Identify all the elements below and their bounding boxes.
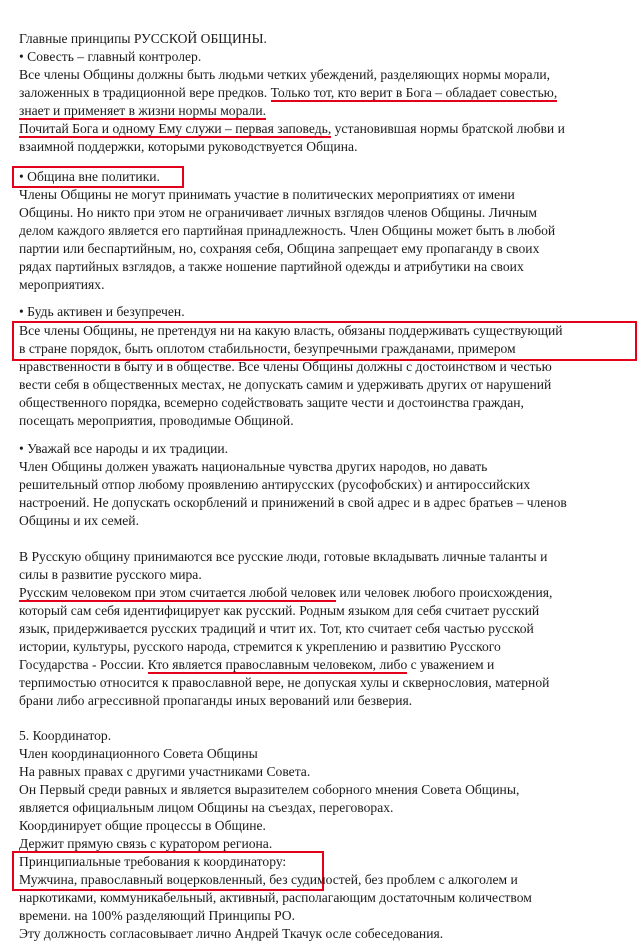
paragraph-line (19, 656, 494, 674)
paragraph-line: Член координационного Совета Общины (19, 746, 258, 761)
paragraph-line: В Русскую общину принимаются все русские люди, готовые вкладывать личные таланты и (19, 549, 548, 564)
paragraph-line: Общины. Но никто при этом не ограничивает личных взглядов членов Общины. Личным (19, 205, 538, 220)
text-run: или человек любого происхождения, (336, 585, 553, 600)
paragraph-line: силы в развитие русского мира. (19, 567, 202, 582)
paragraph-line: в стране порядок, быть оплотом стабильности, безупречными гражданами, примером (19, 341, 516, 356)
paragraph-line (19, 584, 552, 602)
highlighted-underline-text: Только тот, кто верит в Бога – обладает совестью, (270, 85, 558, 100)
paragraph-line: нравственности в быту и в обществе. Все члены Общины должны с достоинством и честью (19, 359, 552, 374)
paragraph-line: вести себя в общественных местах, не допускать самим и удерживать других от нарушений (19, 377, 552, 392)
paragraph-line: настроений. Не допускать оскорблений и принижений в свой адрес и в адрес братьев – членов (19, 495, 567, 510)
paragraph-line: Координирует общие процессы в Общине. (19, 818, 266, 833)
coordinator-heading: 5. Координатор. (19, 728, 112, 743)
principle-4-heading: • Уважай все народы и их традиции. (19, 441, 229, 456)
principle-2-heading: • Община вне политики. (19, 169, 160, 184)
paragraph-line: Члены Общины не могут принимать участие в политических мероприятиях от имени (19, 187, 515, 202)
paragraph-line: Все члены Общины, не претендуя ни на какую власть, обязаны поддерживать существующий (19, 323, 563, 338)
paragraph-line: истории, культуры, русского народа, стремится к укреплению и развитию Русского (19, 639, 501, 654)
highlighted-underline-text: Почитай Бога и одному Ему служи – первая заповедь, (19, 121, 332, 136)
paragraph-line: Член Общины должен уважать национальные чувства других народов, но давать (19, 459, 488, 474)
paragraph-line: наркотиками, коммуникабельный, активный, располагающим достаточным количеством (19, 890, 532, 905)
paragraph-line: общественного порядка, всемерно содействовать защите чести и достоинства граждан, (19, 395, 524, 410)
highlighted-underline-text: знает и применяет в жизни нормы морали. (19, 103, 267, 118)
paragraph-line (19, 120, 565, 138)
paragraph-line: Все члены Общины должны быть людьми четких убеждений, разделяющих нормы морали, (19, 67, 551, 82)
paragraph-line: брани либо агрессивной пропаганды иных верований или безверия. (19, 693, 413, 708)
paragraph-line: На равных правах с другими участниками Совета. (19, 764, 311, 779)
text-run: Мужчина, православный воцерковленный, без (19, 872, 288, 887)
paragraph-line: мероприятиях. (19, 277, 105, 292)
paragraph-line: язык, придерживается русских традиций и чтит их. Тот, кто считает себя частью русской (19, 621, 534, 636)
paragraph-line (19, 871, 518, 889)
paragraph-line: Общины и их семей. (19, 513, 139, 528)
paragraph-line: рядах партийных взглядов, а также ношение партийной одежды и атрибутики на своих (19, 259, 524, 274)
paragraph-line: который сам себя идентифицирует как русский. Родным языком для себя считает русский (19, 603, 540, 618)
highlighted-underline-text: Держит прямую связь с куратором региона. (19, 836, 273, 851)
paragraph-line (19, 102, 266, 120)
text-run: судимостей, без проблем с алкоголем и (287, 872, 518, 887)
paragraph-line: Он Первый среди равных и является выразителем соборного мнения Совета Общины, (19, 782, 520, 797)
paragraph-line: делом каждого является его партийная принадлежность. Член Общины может быть в любой (19, 223, 556, 238)
document-title: Главные принципы РУССКОЙ ОБЩИНЫ. (19, 31, 267, 46)
paragraph-line: Принципиальные требования к координатору: (19, 854, 287, 869)
paragraph-line: Эту должность согласовывает лично Андрей Ткачук осле собеседования. (19, 926, 444, 941)
text-run: с уважением и (407, 657, 495, 672)
paragraph-line: времени. на 100% разделяющий Принципы РО. (19, 908, 296, 923)
paragraph-line: партии или беспартийным, но, сохраняя себя, Община запрещает ему пропаганду в своих (19, 241, 540, 256)
paragraph-line: является официальным лицом Общины на съездах, переговорах. (19, 800, 394, 815)
highlighted-underline-text: Русским человеком при этом считается любой человек (19, 585, 337, 600)
text-run: Государства - России. (19, 657, 148, 672)
text-run: установившая нормы братской любви и (331, 121, 565, 136)
paragraph-line: взаимной поддержки, которыми руководствуется Община. (19, 139, 358, 154)
paragraph-line: решительный отпор любому проявлению антирусских (русофобских) и антироссийских (19, 477, 531, 492)
paragraph-line: посещать мероприятия, проводимые Общиной. (19, 413, 294, 428)
principle-1-heading: • Совесть – главный контролер. (19, 49, 202, 64)
paragraph-line (19, 84, 557, 102)
text-run: заложенных в традиционной вере предков. (19, 85, 271, 100)
principle-3-heading: • Будь активен и безупречен. (19, 304, 185, 319)
highlighted-underline-text: Кто является православным человеком, либо (147, 657, 408, 672)
paragraph-line: терпимостью относится к православной вере, не допуская хулы и сквернословия, матерной (19, 675, 550, 690)
